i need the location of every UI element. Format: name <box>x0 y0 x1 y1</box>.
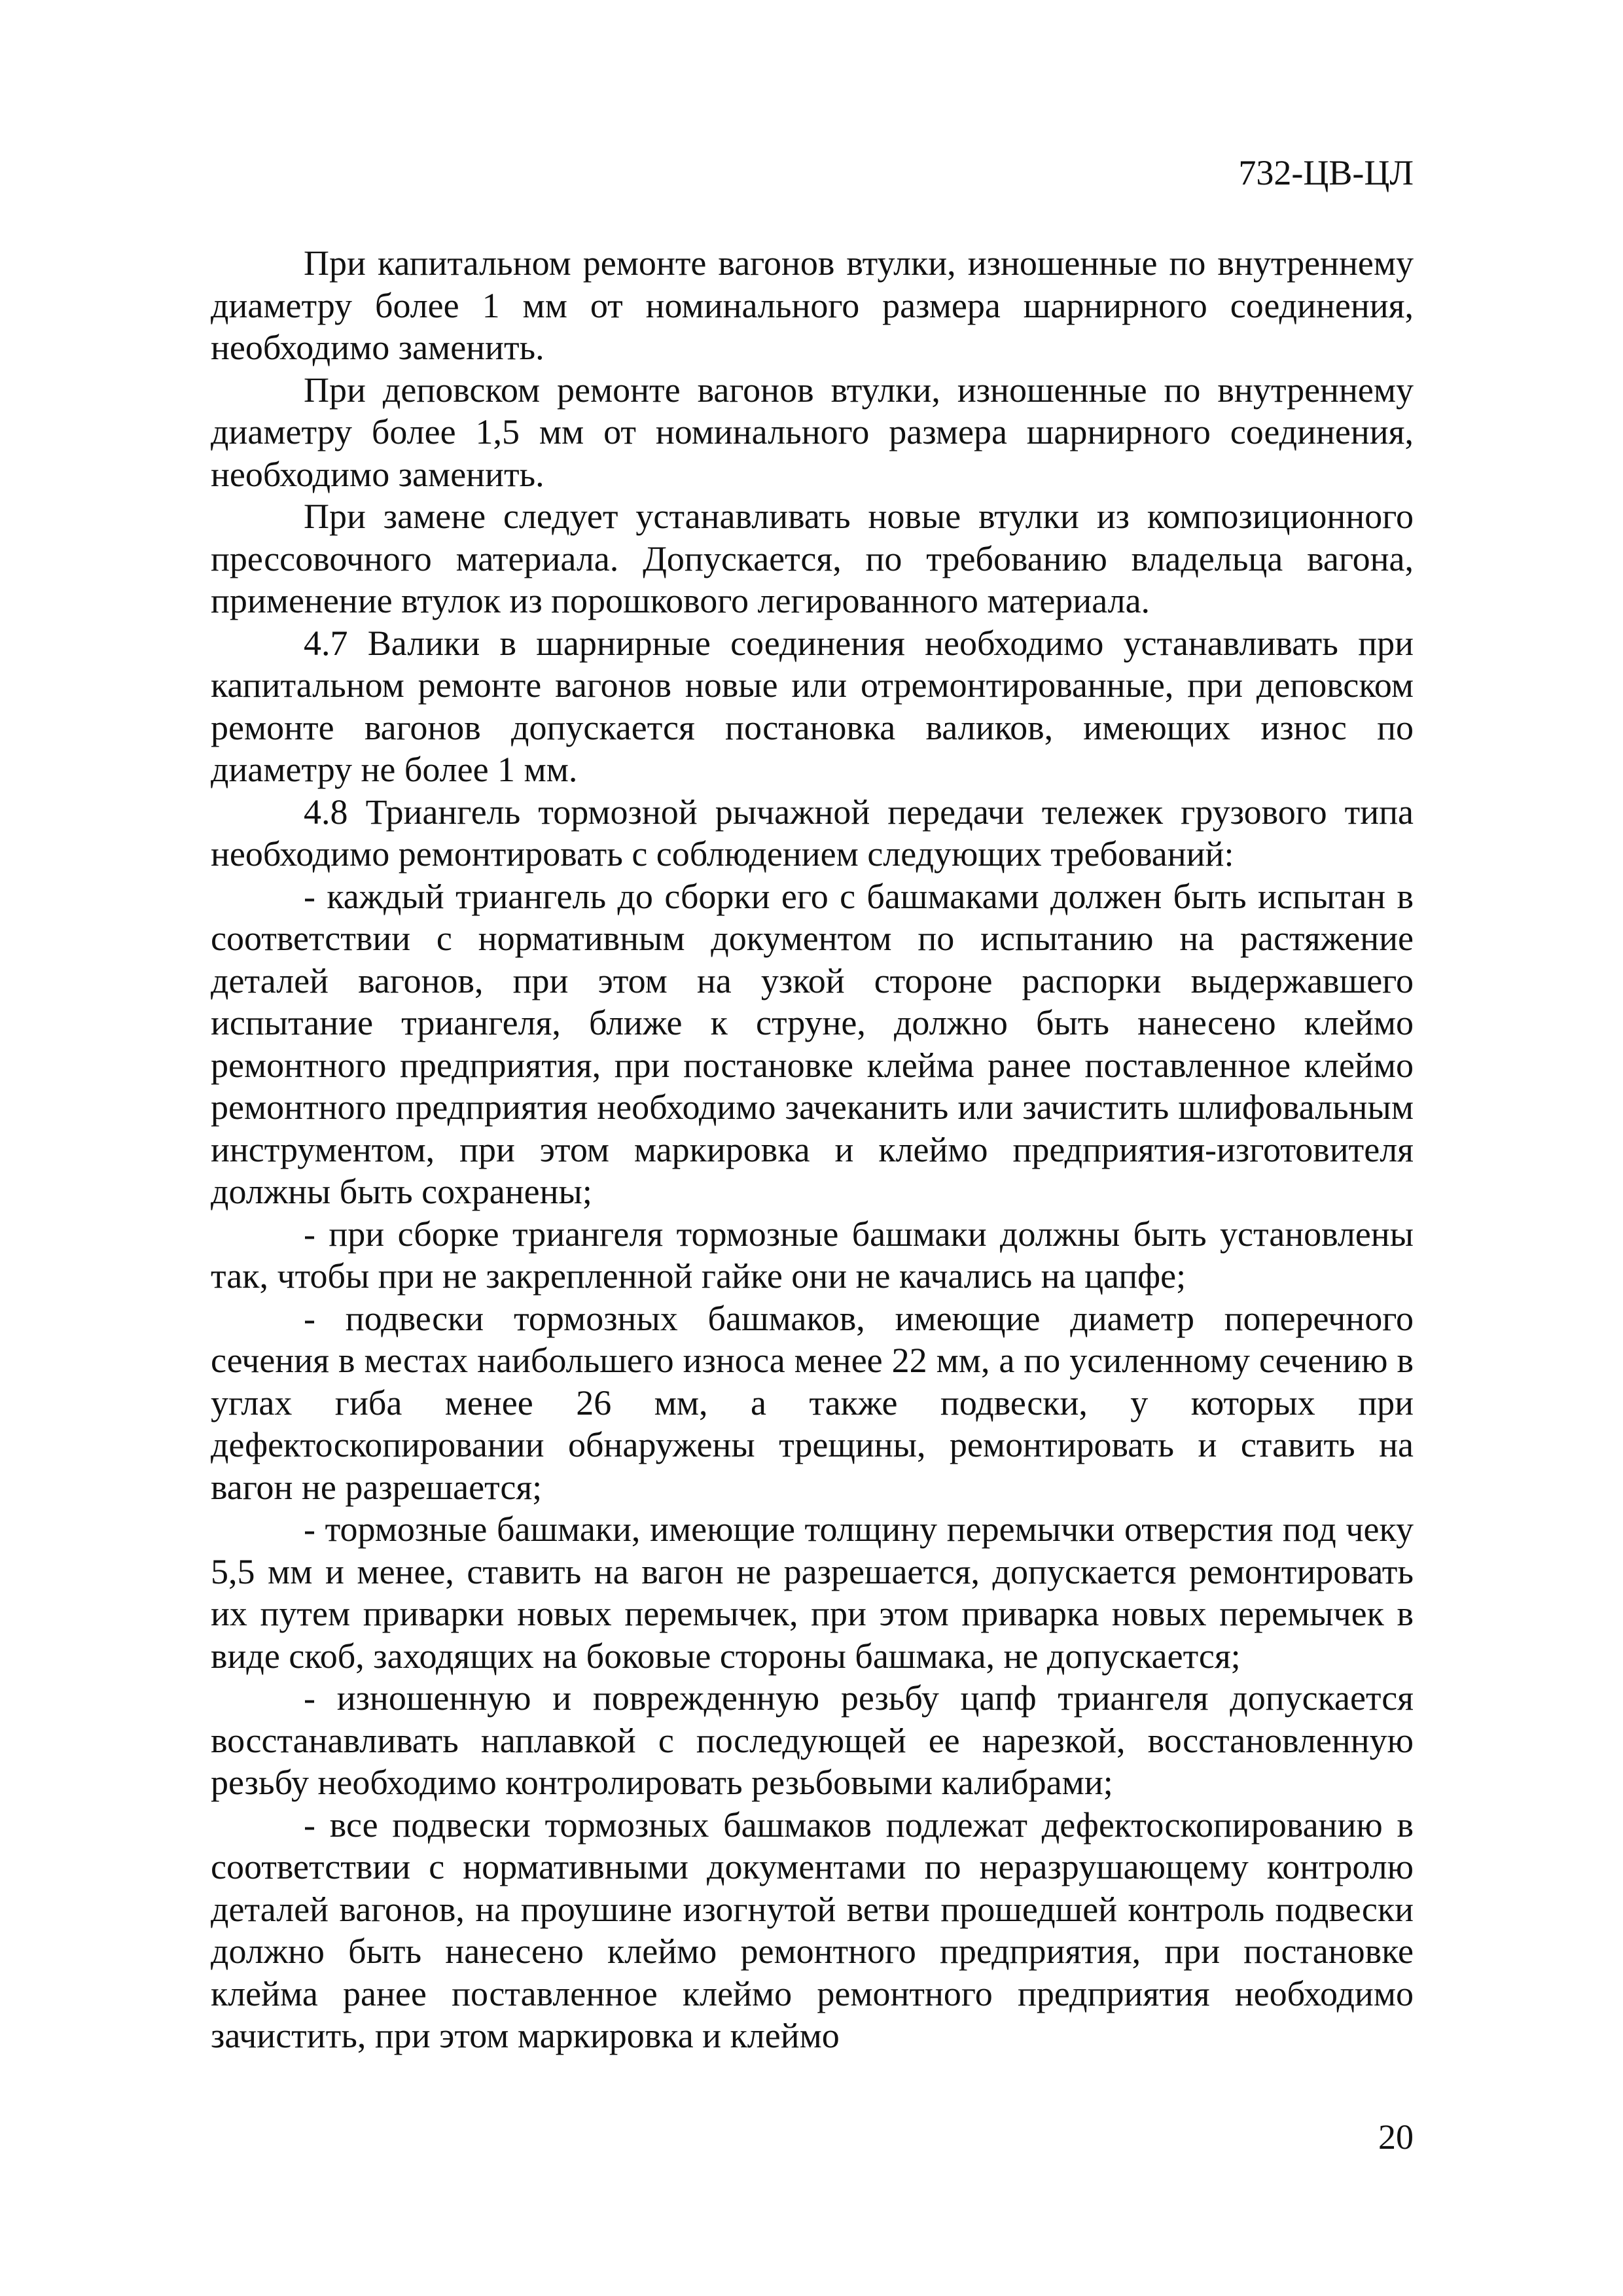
list-item-thread-restoration: - изношенную и поврежденную резьбу цапф триангеля допускается восстанавливать наплавкой с последующей ее нарезкой, восстановленную резьбу необходимо контролировать резьбовыми калибрами; <box>211 1678 1414 1802</box>
paragraph-bushings-depot-repair: При деповском ремонте вагонов втулки, изношенные по внутреннему диаметру более 1,5 мм от номинального размера шарнирного соединения, необходимо заменить. <box>211 370 1414 494</box>
body-text <box>211 242 1414 2057</box>
document-code: 732-ЦВ-ЦЛ <box>1238 153 1414 192</box>
paragraph-bushings-replacement-material: При замене следует устанавливать новые втулки из композиционного прессовочного материала. Допускается, по требованию владельца вагона, применение втулок из порошкового легированного материала. <box>211 497 1414 620</box>
page-number: 20 <box>1378 2117 1414 2157</box>
paragraph-section-4-8: 4.8 Триангель тормозной рычажной передачи тележек грузового типа необходимо ремонтировать с соблюдением следующих требований: <box>211 792 1414 874</box>
list-item-hanger-inspection: - все подвески тормозных башмаков подлежат дефектоскопированию в соответствии с нормативными документами по неразрушающему контролю деталей вагонов, на проушине изогнутой ветви прошедшей контроль подвески должно быть нанесено клеймо ремонтного предприятия, при постановке клейма ранее поставленное клеймо ремонтного предприятия необходимо зачистить, при этом маркировка и клеймо <box>211 1805 1414 2055</box>
list-item-triangle-testing: - каждый триангель до сборки его с башмаками должен быть испытан в соответствии с нормативным документом по испытанию на растяжение деталей вагонов, при этом на узкой стороне распорки выдержавшего испытание триангеля, ближе к струне, должно быть нанесено клеймо ремонтного предприятия, при постановке клейма ранее поставленное клеймо ремонтного предприятия необходимо зачеканить или зачистить шлифовальным инструментом, при этом маркировка и клеймо предприятия-изготовителя должны быть сохранены; <box>211 876 1414 1211</box>
list-item-brake-shoe-assembly: - при сборке триангеля тормозные башмаки должны быть установлены так, чтобы при не закрепленной гайке они не качались на цапфе; <box>211 1214 1414 1296</box>
paragraph-section-4-7: 4.7 Валики в шарнирные соединения необходимо устанавливать при капитальном ремонте вагонов новые или отремонтированные, при деповском ремонте вагонов допускается постановка валиков, имеющих износ по диаметру не более 1 мм. <box>211 623 1414 789</box>
list-item-brake-shoe-bridge: - тормозные башмаки, имеющие толщину перемычки отверстия под чеку 5,5 мм и менее, ставить на вагон не разрешается, допускается ремонтировать их путем приварки новых перемычек, при этом приварка новых перемычек в виде скоб, заходящих на боковые стороны башмака, не допускается; <box>211 1510 1414 1676</box>
paragraph-bushings-capital-repair: При капитальном ремонте вагонов втулки, изношенные по внутреннему диаметру более 1 мм от номинального размера шарнирного соединения, необходимо заменить. <box>211 243 1414 367</box>
list-item-hanger-wear-limits: - подвески тормозных башмаков, имеющие диаметр поперечного сечения в местах наибольшего износа менее 22 мм, а по усиленному сечению в углах гиба менее 26 мм, а также подвески, у которых при дефектоскопировании обнаружены трещины, ремонтировать и ставить на вагон не разрешается; <box>211 1298 1414 1507</box>
